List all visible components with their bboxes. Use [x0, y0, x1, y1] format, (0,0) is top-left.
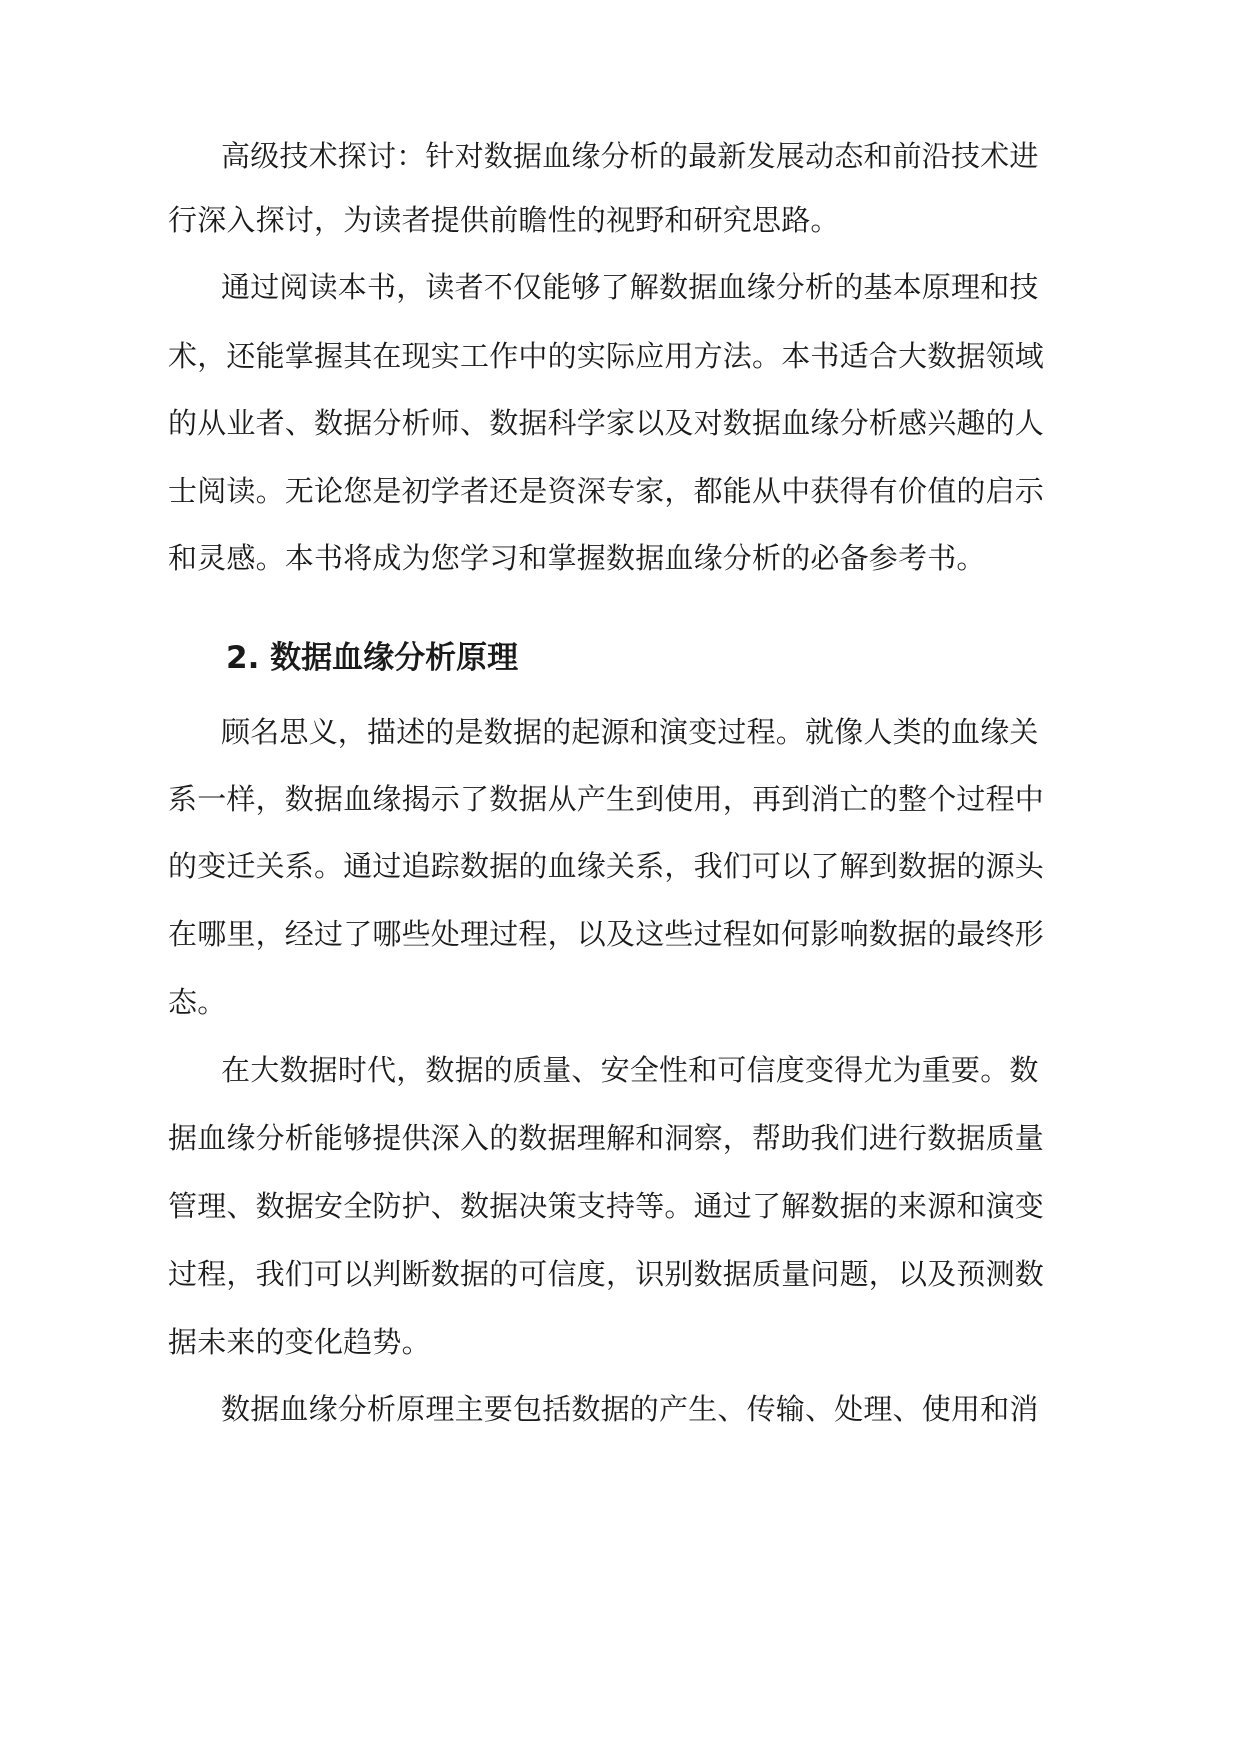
- paragraph-4-line-5: 据未来的变化趋势。: [168, 1325, 431, 1359]
- paragraph-3-line-3: 的变迁关系。通过追踪数据的血缘关系，我们可以了解到数据的源头: [168, 849, 1045, 883]
- paragraph-4-line-4: 过程，我们可以判断数据的可信度，识别数据质量问题，以及预测数: [168, 1257, 1045, 1291]
- paragraph-2-line-3: 的从业者、数据分析师、数据科学家以及对数据血缘分析感兴趣的人: [168, 406, 1045, 440]
- paragraph-2-line-5: 和灵感。本书将成为您学习和掌握数据血缘分析的必备参考书。: [168, 541, 986, 575]
- paragraph-4-line-3: 管理、数据安全防护、数据决策支持等。通过了解数据的来源和演变: [168, 1189, 1045, 1223]
- paragraph-2-line-1: 通过阅读本书，读者不仅能够了解数据血缘分析的基本原理和技: [221, 270, 1039, 304]
- paragraph-3-line-2: 系一样，数据血缘揭示了数据从产生到使用，再到消亡的整个过程中: [168, 782, 1045, 816]
- paragraph-1-line-1: 高级技术探讨：针对数据血缘分析的最新发展动态和前沿技术进: [221, 139, 1039, 173]
- paragraph-3-line-1: 顾名思义，描述的是数据的起源和演变过程。就像人类的血缘关: [221, 715, 1039, 749]
- paragraph-4-line-1: 在大数据时代，数据的质量、安全性和可信度变得尤为重要。数: [221, 1053, 1039, 1087]
- paragraph-2-line-4: 士阅读。无论您是初学者还是资深专家，都能从中获得有价值的启示: [168, 474, 1045, 508]
- paragraph-4-line-2: 据血缘分析能够提供深入的数据理解和洞察，帮助我们进行数据质量: [168, 1121, 1045, 1155]
- paragraph-3-line-4: 在哪里，经过了哪些处理过程，以及这些过程如何影响数据的最终形: [168, 917, 1045, 951]
- paragraph-2-line-2: 术，还能掌握其在现实工作中的实际应用方法。本书适合大数据领域: [168, 339, 1045, 373]
- paragraph-3-line-5: 态。: [168, 985, 227, 1019]
- paragraph-5-line-1: 数据血缘分析原理主要包括数据的产生、传输、处理、使用和消: [221, 1392, 1039, 1426]
- section-heading: 2. 数据血缘分析原理: [226, 640, 519, 676]
- paragraph-1-line-2: 行深入探讨，为读者提供前瞻性的视野和研究思路。: [168, 203, 840, 237]
